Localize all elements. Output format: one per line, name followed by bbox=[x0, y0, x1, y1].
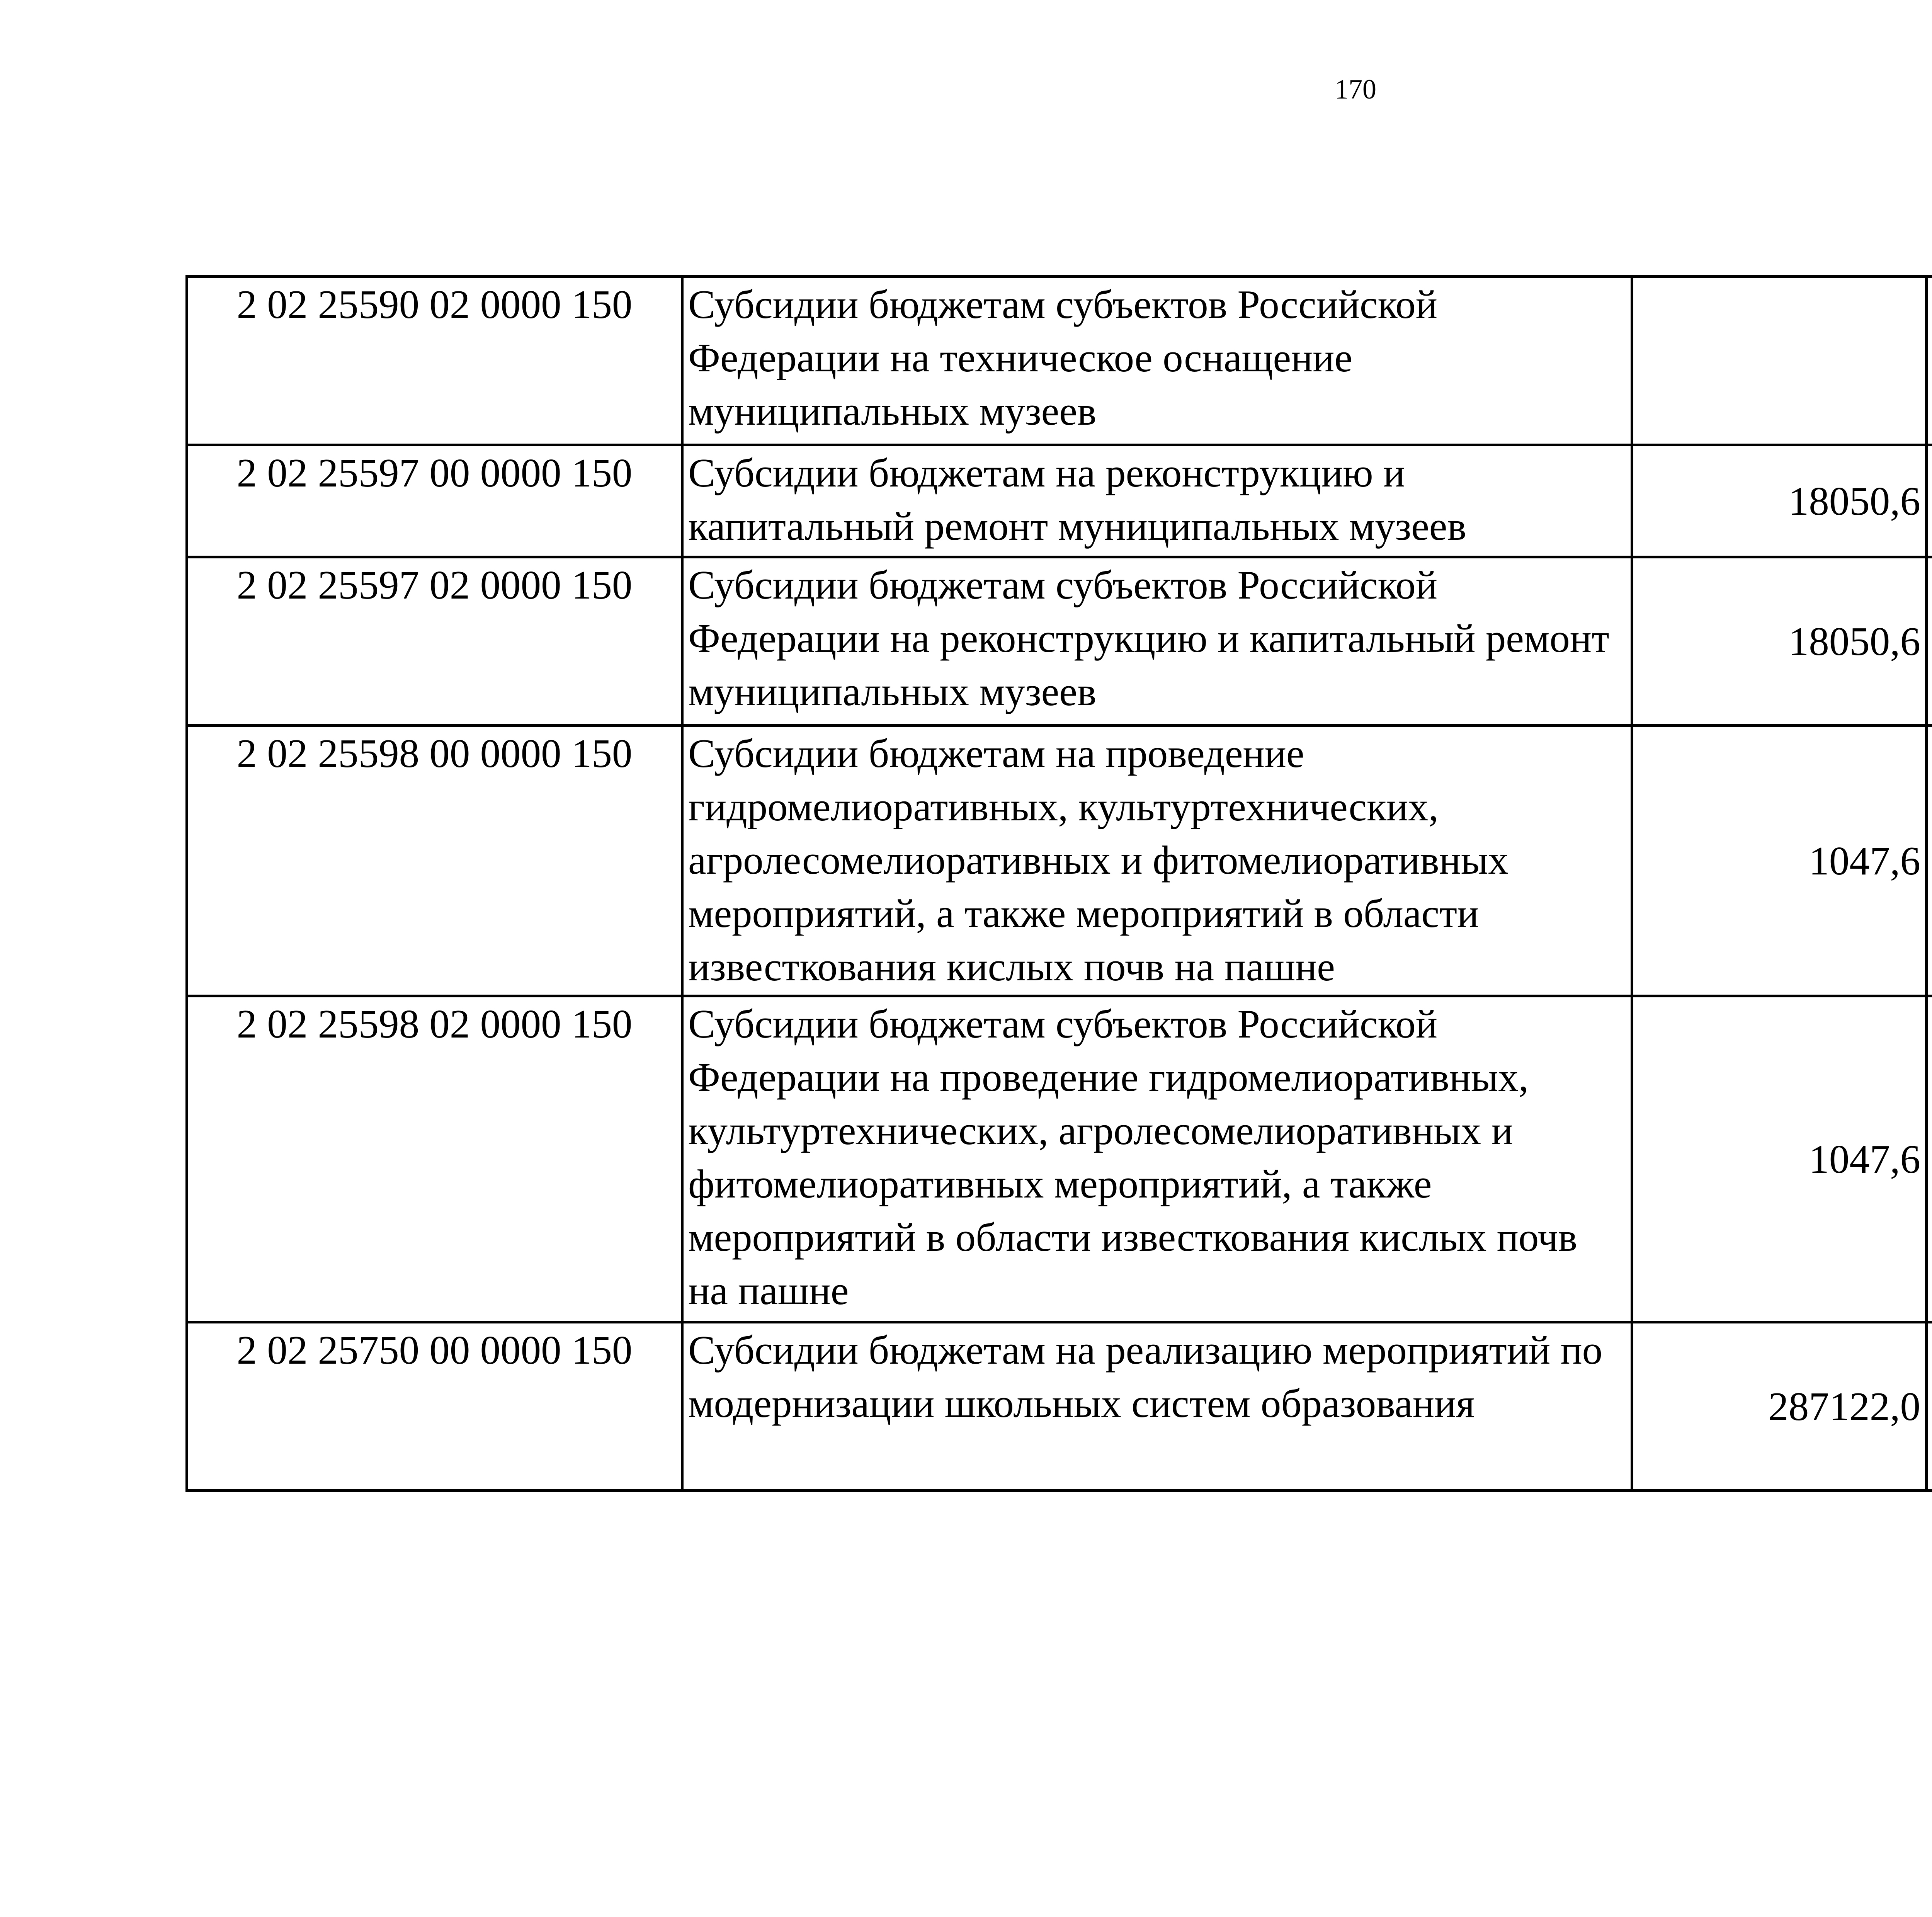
page-number: 170 bbox=[1335, 74, 1376, 105]
table-row bbox=[187, 445, 1932, 557]
table-row bbox=[187, 557, 1932, 726]
description-cell: Субсидии бюджетам субъектов Российской Федерации на реконструкцию и капитальный ремонт муниципальных музеев bbox=[682, 557, 1632, 726]
amount-cell-col1: 18050,6 bbox=[1632, 445, 1927, 557]
description-cell: Субсидии бюджетам на реконструкцию и капитальный ремонт муниципальных музеев bbox=[682, 445, 1632, 557]
description-cell: Субсидии бюджетам субъектов Российской Федерации на техническое оснащение муниципальных музеев bbox=[682, 277, 1632, 445]
budget-table bbox=[185, 275, 1932, 1492]
amount-cell-col1 bbox=[1632, 277, 1927, 445]
amount-cell-col2 bbox=[1927, 557, 1932, 726]
amount-cell-col2 bbox=[1927, 1322, 1932, 1491]
description-cell: Субсидии бюджетам на проведение гидромелиоративных, культуртехнических, агролесомелиоративных и фитомелиоративных мероприятий, а также мероприятий в области известкования кислых почв на пашне bbox=[682, 726, 1632, 996]
amount-cell-col2 bbox=[1927, 726, 1932, 996]
budget-code-cell: 2 02 25598 00 0000 150 bbox=[187, 726, 682, 996]
amount-cell-col1: 18050,6 bbox=[1632, 557, 1927, 726]
amount-cell-col2 bbox=[1927, 996, 1932, 1322]
table-row bbox=[187, 1322, 1932, 1491]
amount-cell-col1: 287122,0 bbox=[1632, 1322, 1927, 1491]
amount-cell-col1: 1047,6 bbox=[1632, 996, 1927, 1322]
table-row bbox=[187, 277, 1932, 445]
budget-code-cell: 2 02 25598 02 0000 150 bbox=[187, 996, 682, 1322]
budget-code-cell: 2 02 25590 02 0000 150 bbox=[187, 277, 682, 445]
budget-code-cell: 2 02 25750 00 0000 150 bbox=[187, 1322, 682, 1491]
amount-cell-col2 bbox=[1927, 277, 1932, 445]
description-cell: Субсидии бюджетам на реализацию мероприятий по модернизации школьных систем образования bbox=[682, 1322, 1632, 1491]
table-row bbox=[187, 726, 1932, 996]
amount-cell-col1: 1047,6 bbox=[1632, 726, 1927, 996]
amount-cell-col2 bbox=[1927, 445, 1932, 557]
description-cell: Субсидии бюджетам субъектов Российской Федерации на проведение гидромелиоративных, культуртехнических, агролесомелиоративных и фитомелиоративных мероприятий, а также мероприятий в области известкования кислых почв на пашне bbox=[682, 996, 1632, 1322]
budget-code-cell: 2 02 25597 02 0000 150 bbox=[187, 557, 682, 726]
table-row bbox=[187, 996, 1932, 1322]
budget-code-cell: 2 02 25597 00 0000 150 bbox=[187, 445, 682, 557]
